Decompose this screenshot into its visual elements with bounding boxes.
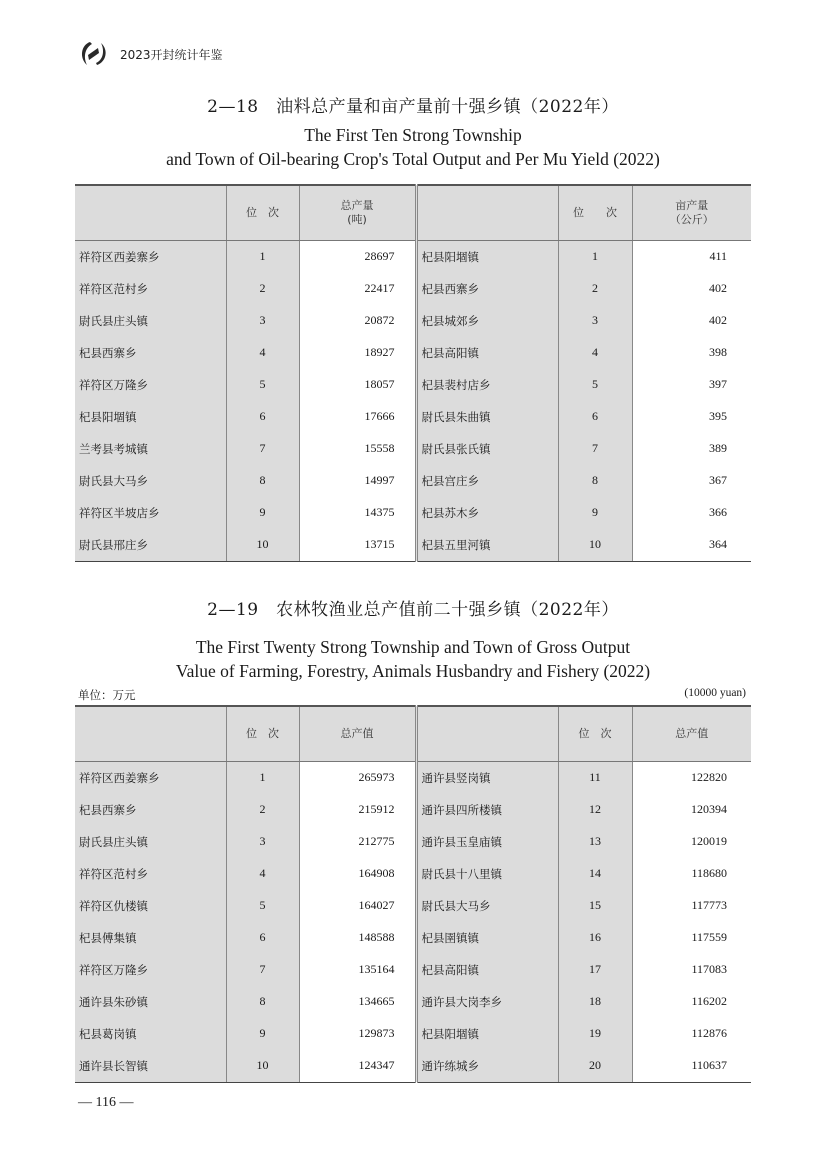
township-name-right: 通许县玉皇庙镇: [416, 826, 558, 858]
rank-left: 9: [226, 497, 299, 529]
township-name-right: 杞县西寨乡: [416, 273, 558, 305]
township-name-left: 尉氏县庄头镇: [75, 826, 226, 858]
township-name-left: 祥符区西姜寨乡: [75, 240, 226, 273]
table-row: [75, 1018, 751, 1050]
rank-right: 5: [558, 369, 632, 401]
township-name-right: 通许县竖岗镇: [416, 761, 558, 794]
table2-title-en-line1: The First Twenty Strong Township and Town of Gross Output: [195, 637, 631, 657]
rank-left: 1: [226, 240, 299, 273]
yearbook-logo-icon: [76, 36, 112, 72]
value-left: 148588: [299, 922, 416, 954]
table-row: [75, 922, 751, 954]
rank-right: 18: [558, 986, 632, 1018]
township-name-left: 通许县长智镇: [75, 1050, 226, 1083]
rank-right: 7: [558, 433, 632, 465]
value-left: 215912: [299, 794, 416, 826]
township-name-left: 祥符区半坡店乡: [75, 497, 226, 529]
value-right: 395: [632, 401, 751, 433]
rank-right: 13: [558, 826, 632, 858]
township-name-left: 杞县阳堌镇: [75, 401, 226, 433]
table-row: [75, 1050, 751, 1083]
header-blank-left: [75, 706, 226, 761]
value-left: 14375: [299, 497, 416, 529]
value-left: 129873: [299, 1018, 416, 1050]
page-number: — 116 —: [78, 1095, 134, 1110]
table-row: [75, 401, 751, 433]
rank-right: 6: [558, 401, 632, 433]
value-right: 110637: [632, 1050, 751, 1083]
township-name-right: 尉氏县张氏镇: [416, 433, 558, 465]
value-left: 18057: [299, 369, 416, 401]
township-name-left: 祥符区万隆乡: [75, 954, 226, 986]
township-name-right: 杞县高阳镇: [416, 337, 558, 369]
rank-right: 1: [558, 240, 632, 273]
township-name-left: 兰考县考城镇: [75, 433, 226, 465]
table-row: [75, 465, 751, 497]
header-blank-left: [75, 185, 226, 240]
township-name-right: 杞县苏木乡: [416, 497, 558, 529]
value-left: 18927: [299, 337, 416, 369]
table1-title-en-line2: and Town of Oil-bearing Crop's Total Output and Per Mu Yield (2022): [166, 149, 660, 169]
township-name-left: 杞县西寨乡: [75, 337, 226, 369]
value-left: 15558: [299, 433, 416, 465]
value-right: 366: [632, 497, 751, 529]
table-row: [75, 794, 751, 826]
value-right: 117559: [632, 922, 751, 954]
rank-left: 2: [226, 273, 299, 305]
rank-left: 5: [226, 369, 299, 401]
rank-right: 9: [558, 497, 632, 529]
value-right: 118680: [632, 858, 751, 890]
value-right: 389: [632, 433, 751, 465]
township-name-left: 祥符区西姜寨乡: [75, 761, 226, 794]
value-right: 411: [632, 240, 751, 273]
rank-right: 16: [558, 922, 632, 954]
rank-left: 4: [226, 858, 299, 890]
table-row: [75, 890, 751, 922]
header-total-output-unit: (吨): [347, 212, 367, 226]
township-name-right: 通许县四所楼镇: [416, 794, 558, 826]
table-row: [75, 761, 751, 794]
rank-right: 11: [558, 761, 632, 794]
table-row: [75, 337, 751, 369]
table-row: [75, 826, 751, 858]
value-right: 117083: [632, 954, 751, 986]
value-left: 28697: [299, 240, 416, 273]
rank-right: 8: [558, 465, 632, 497]
value-left: 22417: [299, 273, 416, 305]
value-left: 124347: [299, 1050, 416, 1083]
township-name-right: 杞县阳堌镇: [416, 1018, 558, 1050]
rank-right: 17: [558, 954, 632, 986]
header-rank-left: 位 次: [226, 185, 299, 240]
township-name-right: 尉氏县十八里镇: [416, 858, 558, 890]
table2-title-en-line2: Value of Farming, Forestry, Animals Husbandry and Fishery (2022): [175, 661, 651, 681]
rank-left: 8: [226, 986, 299, 1018]
value-right: 120394: [632, 794, 751, 826]
value-left: 135164: [299, 954, 416, 986]
township-name-right: 尉氏县大马乡: [416, 890, 558, 922]
rank-right: 19: [558, 1018, 632, 1050]
rank-right: 12: [558, 794, 632, 826]
header-rank-right: 位 次: [558, 706, 632, 761]
table-row: [75, 433, 751, 465]
township-name-right: 通许县大岗李乡: [416, 986, 558, 1018]
township-name-left: 杞县西寨乡: [75, 794, 226, 826]
township-name-left: 祥符区万隆乡: [75, 369, 226, 401]
rank-left: 10: [226, 1050, 299, 1083]
value-left: 13715: [299, 529, 416, 562]
header-rank-right: 位 次: [558, 185, 632, 240]
table2-unit-cn: 单位：万元: [78, 688, 136, 702]
header-blank-right: [416, 706, 558, 761]
value-right: 398: [632, 337, 751, 369]
header-blank-right: [416, 185, 558, 240]
page-header: [76, 36, 223, 72]
rank-left: 7: [226, 954, 299, 986]
table2-title-cn: 2—19 农林牧渔业总产值前二十强乡镇（2022年）: [207, 600, 619, 620]
table1-title-cn: 2—18 油料总产量和亩产量前十强乡镇（2022年）: [207, 97, 619, 117]
township-name-right: 杞县圉镇镇: [416, 922, 558, 954]
table-row: [75, 986, 751, 1018]
rank-left: 5: [226, 890, 299, 922]
header-per-mu-yield-label: 亩产量: [675, 198, 709, 212]
value-right: 397: [632, 369, 751, 401]
value-left: 164027: [299, 890, 416, 922]
value-right: 402: [632, 305, 751, 337]
rank-left: 8: [226, 465, 299, 497]
table-row: [75, 369, 751, 401]
value-left: 17666: [299, 401, 416, 433]
rank-right: 14: [558, 858, 632, 890]
township-name-left: 杞县傅集镇: [75, 922, 226, 954]
gross-output-ranking-table: [75, 705, 751, 1083]
value-right: 120019: [632, 826, 751, 858]
table-row: [75, 497, 751, 529]
value-right: 402: [632, 273, 751, 305]
township-name-right: 杞县五里河镇: [416, 529, 558, 562]
value-right: 117773: [632, 890, 751, 922]
rank-left: 4: [226, 337, 299, 369]
rank-right: 4: [558, 337, 632, 369]
rank-left: 7: [226, 433, 299, 465]
township-name-right: 尉氏县朱曲镇: [416, 401, 558, 433]
township-name-right: 通许练城乡: [416, 1050, 558, 1083]
township-name-right: 杞县高阳镇: [416, 954, 558, 986]
value-left: 164908: [299, 858, 416, 890]
rank-left: 1: [226, 761, 299, 794]
rank-left: 3: [226, 305, 299, 337]
township-name-left: 祥符区范村乡: [75, 858, 226, 890]
rank-right: 15: [558, 890, 632, 922]
township-name-left: 祥符区范村乡: [75, 273, 226, 305]
value-right: 116202: [632, 986, 751, 1018]
header-rank-left: 位 次: [226, 706, 299, 761]
value-left: 20872: [299, 305, 416, 337]
rank-left: 10: [226, 529, 299, 562]
rank-left: 9: [226, 1018, 299, 1050]
table2-unit-en: (10000 yuan): [684, 687, 746, 699]
table-row: [75, 273, 751, 305]
rank-left: 6: [226, 922, 299, 954]
value-right: 367: [632, 465, 751, 497]
value-left: 134665: [299, 986, 416, 1018]
table-row: [75, 240, 751, 273]
township-name-right: 杞县城郊乡: [416, 305, 558, 337]
value-right: 112876: [632, 1018, 751, 1050]
township-name-left: 尉氏县庄头镇: [75, 305, 226, 337]
value-right: 364: [632, 529, 751, 562]
rank-left: 6: [226, 401, 299, 433]
township-name-left: 通许县朱砂镇: [75, 986, 226, 1018]
table1-title-en-line1: The First Ten Strong Township: [304, 125, 522, 145]
header-gross-output-right: 总产值: [632, 706, 751, 761]
header-per-mu-yield: [632, 185, 751, 240]
oil-crop-ranking-table: [75, 184, 751, 562]
rank-left: 3: [226, 826, 299, 858]
township-name-left: 祥符区仇楼镇: [75, 890, 226, 922]
value-right: 122820: [632, 761, 751, 794]
header-total-output: [299, 185, 416, 240]
township-name-left: 尉氏县大马乡: [75, 465, 226, 497]
header-total-output-label: 总产量: [340, 198, 374, 212]
header-gross-output-left: 总产值: [299, 706, 416, 761]
rank-right: 20: [558, 1050, 632, 1083]
value-left: 212775: [299, 826, 416, 858]
header-per-mu-yield-unit: （公斤）: [669, 212, 714, 226]
rank-left: 2: [226, 794, 299, 826]
table-row: [75, 529, 751, 562]
table-row: [75, 954, 751, 986]
rank-right: 3: [558, 305, 632, 337]
value-left: 265973: [299, 761, 416, 794]
value-left: 14997: [299, 465, 416, 497]
township-name-right: 杞县裴村店乡: [416, 369, 558, 401]
rank-right: 2: [558, 273, 632, 305]
table-row: [75, 858, 751, 890]
township-name-right: 杞县阳堌镇: [416, 240, 558, 273]
township-name-left: 杞县葛岗镇: [75, 1018, 226, 1050]
township-name-right: 杞县宫庄乡: [416, 465, 558, 497]
township-name-left: 尉氏县邢庄乡: [75, 529, 226, 562]
book-title: 2023开封统计年鉴: [120, 47, 223, 62]
table-row: [75, 305, 751, 337]
rank-right: 10: [558, 529, 632, 562]
